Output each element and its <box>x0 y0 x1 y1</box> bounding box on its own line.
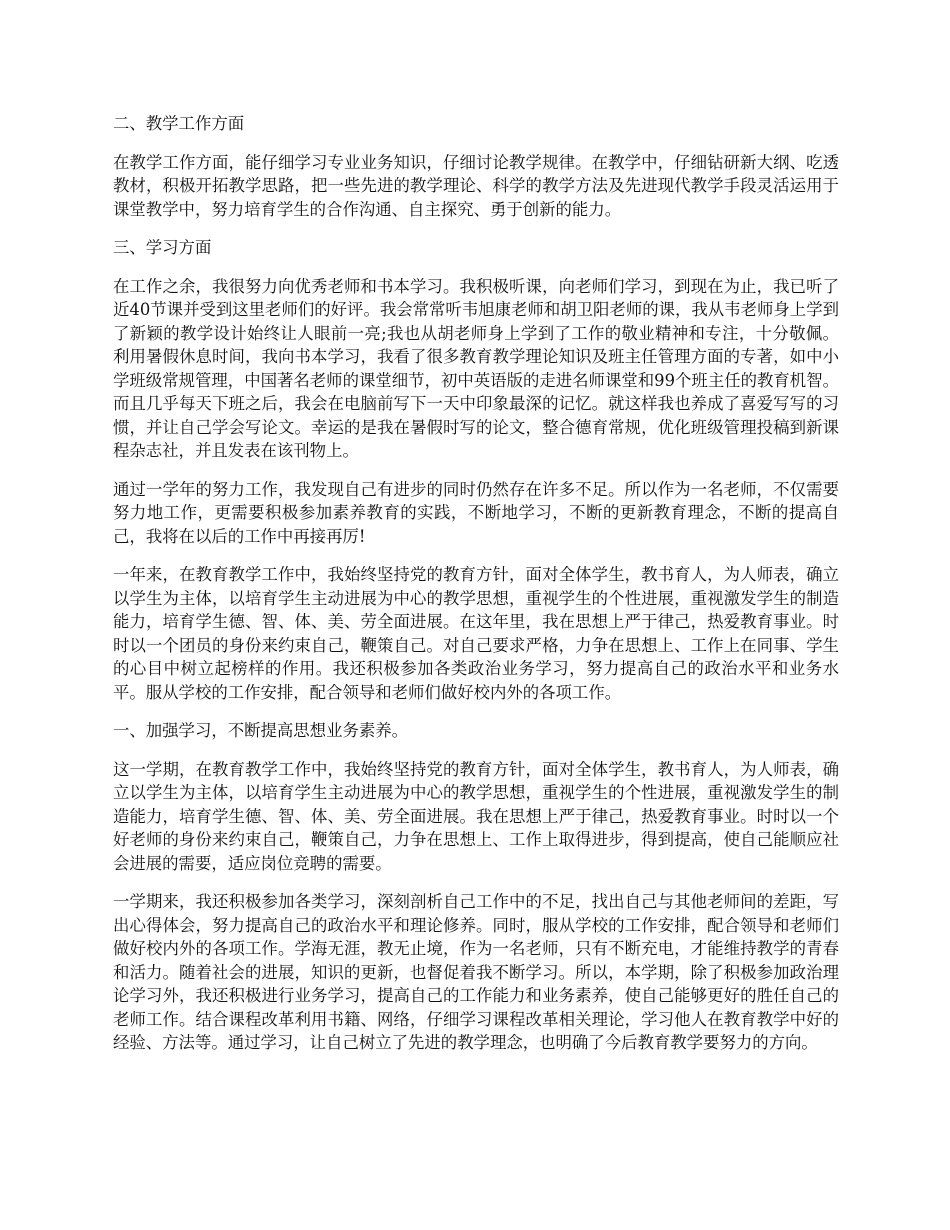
section-heading-strengthen-study: 一、加强学习，不断提高思想业务素养。 <box>113 721 409 740</box>
section-heading-study: 三、学习方面 <box>113 238 212 257</box>
paragraph-semester-study: 一学期来，我还积极参加各类学习，深刻剖析自己工作中的不足，找出自己与其他老师间的差距，写出心得体会，努力提高自己的政治水平和理论修养。同时，服从学校的工作安排，配合领导和老师们做好校内外的各项工作。学海无涯，教无止境，作为一名老师，只有不断充电，才能维持教学的青春和活力。随着社会的进展，知识的更新，也督促着我不断学习。所以，本学期，除了积极参加政治理论学习外，我还积极进行业务学习，提高自己的工作能力和业务素养，使自己能够更好的胜任自己的老师工作。结合课程改革利用书籍、网络，仔细学习课程改革相关理论，学习他人在教育教学中好的经验、方法等。通过学习，让自己树立了先进的教学理念，也明确了今后教育教学要努力的方向。 <box>113 892 839 1052</box>
paragraph-study-outside-work: 在工作之余，我很努力向优秀老师和书本学习。我积极听课，向老师们学习，到现在为止，我已听了近40节课并受到这里老师们的好评。我会常常听韦旭康老师和胡卫阳老师的课，我从韦老师身上学到了新颖的教学设计始终让人眼前一亮;我也从胡老师身上学到了工作的敬业精神和专注，十分敬佩。利用暑假休息时间，我向书本学习，我看了很多教育教学理论知识及班主任管理方面的专著，如中小学班级常规管理，中国著名老师的课堂细节，初中英语版的走进名师课堂和99个班主任的教育机智。而且几乎每天下班之后，我会在电脑前写下一天中印象最深的记忆。就这样我也养成了喜爱写写的习惯，并让自己学会写论文。幸运的是我在暑假时写的论文，整合德育常规，优化班级管理投稿到新课程杂志社，并且发表在该刊物上。 <box>113 276 839 460</box>
document-body <box>113 112 839 1070</box>
paragraph-semester-teaching: 这一学期，在教育教学工作中，我始终坚持党的教育方针，面对全体学生，教书育人，为人师表，确立以学生为主体，以培育学生主动进展为中心的教学思想，重视学生的个性进展，重视激发学生的制造能力，培育学生德、智、体、美、劳全面进展。我在思想上严于律己，热爱教育事业。时时以一个好老师的身份来约束自己，鞭策自己，力争在思想上、工作上取得进步，得到提高，使自己能顺应社会进展的需要，适应岗位竞聘的需要。 <box>113 759 839 873</box>
paragraph-year-summary: 通过一学年的努力工作，我发现自己有进步的同时仍然存在许多不足。所以作为一名老师，不仅需要努力地工作，更需要积极参加素养教育的实践，不断地学习，不断的更新教育理念，不断的提高自己，我将在以后的工作中再接再厉! <box>113 479 839 546</box>
paragraph-teaching-work: 在教学工作方面，能仔细学习专业业务知识，仔细讨论教学规律。在教学中，仔细钻研新大纲、吃透教材，积极开拓教学思路，把一些先进的教学理论、科学的教学方法及先进现代教学手段灵活运用于课堂教学中，努力培育学生的合作沟通、自主探究、勇于创新的能力。 <box>113 152 839 219</box>
section-heading-teaching: 二、教学工作方面 <box>113 114 245 133</box>
paragraph-year-teaching: 一年来，在教育教学工作中，我始终坚持党的教育方针，面对全体学生，教书育人，为人师表，确立以学生为主体，以培育学生主动进展为中心的教学思想，重视学生的个性进展，重视激发学生的制造能力，培育学生德、智、体、美、劳全面进展。在这年里，我在思想上严于律己，热爱教育事业。时时以一个团员的身份来约束自己，鞭策自己。对自己要求严格，力争在思想上、工作上在同事、学生的心目中树立起榜样的作用。我还积极参加各类政治业务学习，努力提高自己的政治水平和业务水平。服从学校的工作安排，配合领导和老师们做好校内外的各项工作。 <box>113 565 839 702</box>
